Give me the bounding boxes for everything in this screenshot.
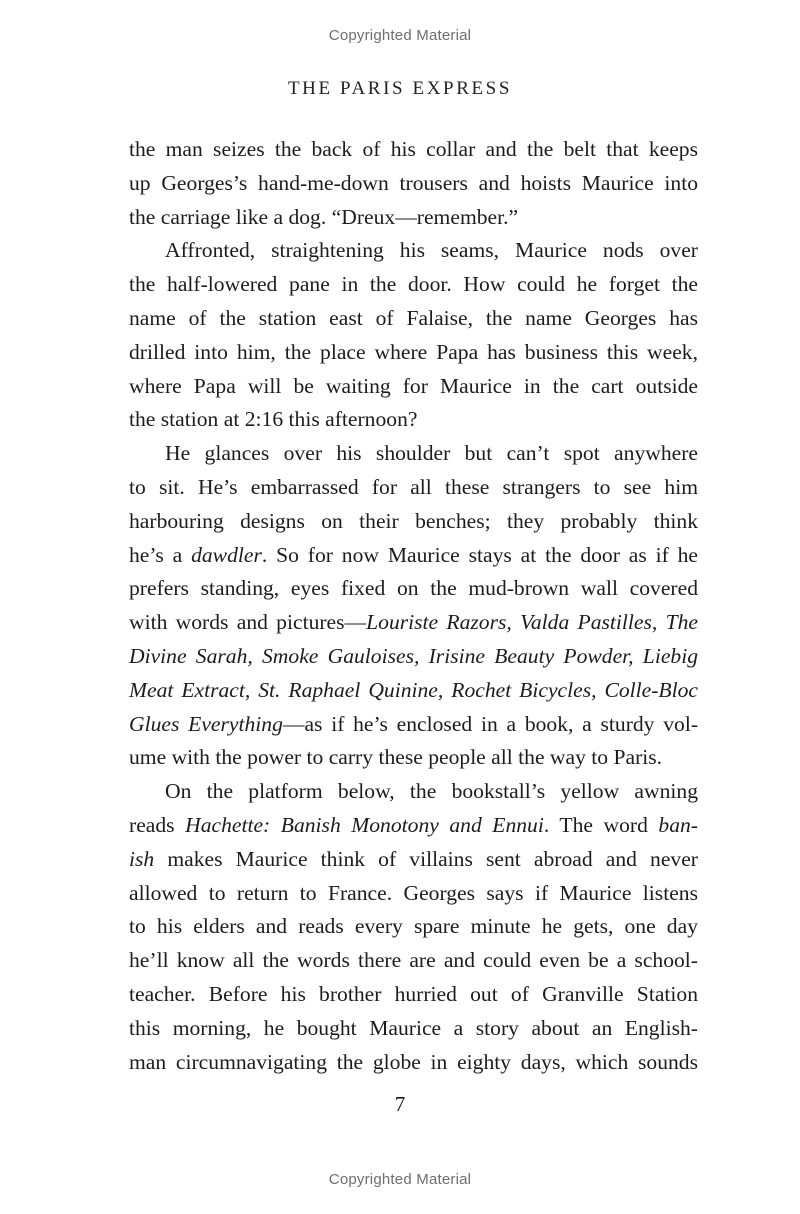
page-number: 7 xyxy=(394,1092,406,1116)
italic-text: dawdler xyxy=(191,542,262,567)
text-line xyxy=(129,775,698,809)
text-line xyxy=(129,944,698,978)
text-line xyxy=(129,674,698,708)
italic-text: Meat Extract, St. Raphael Quinine, Rochet Bicycles, Colle-Bloc xyxy=(129,677,698,702)
text-line xyxy=(129,843,698,877)
text-segment: where Papa will be waiting for Maurice in the cart outside xyxy=(129,373,698,398)
text-segment: this morning, he bought Maurice a story about an English- xyxy=(129,1015,698,1040)
text-segment: —as if he’s enclosed in a book, a sturdy vol- xyxy=(282,711,699,736)
italic-text: Glues Everything xyxy=(129,711,283,736)
text-segment: with words and pictures— xyxy=(129,610,367,635)
text-segment: the carriage like a dog. “Dreux—remember.” xyxy=(129,204,519,229)
text-segment: man circumnavigating the globe in eighty days, which sounds xyxy=(129,1049,698,1074)
text-line xyxy=(129,437,698,471)
text-line xyxy=(129,370,698,404)
text-line xyxy=(129,167,698,201)
text-segment: makes Maurice think of villains sent abroad and never xyxy=(154,846,698,871)
text-segment: reads xyxy=(129,812,186,837)
text-line xyxy=(129,1046,698,1080)
body-text xyxy=(129,133,698,1079)
text-segment: the half-lowered pane in the door. How could he forget the xyxy=(129,272,698,297)
text-segment: to his elders and reads every spare minute he gets, one day xyxy=(129,914,698,939)
text-segment: up Georges’s hand-me-down trousers and hoists Maurice into xyxy=(129,170,698,195)
text-line xyxy=(129,133,698,167)
text-segment: allowed to return to France. Georges says if Maurice listens xyxy=(129,880,698,905)
copyright-watermark-top: Copyrighted Material xyxy=(328,27,472,44)
text-segment: to sit. He’s embarrassed for all these strangers to see him xyxy=(129,474,698,499)
running-head: THE PARIS EXPRESS xyxy=(287,78,513,99)
text-segment: name of the station east of Falaise, the name Georges has xyxy=(129,305,698,330)
text-segment: drilled into him, the place where Papa has business this week, xyxy=(129,339,698,364)
italic-text: ban- xyxy=(658,812,698,837)
italic-text: Louriste Razors, Valda Pastilles, The xyxy=(366,610,698,635)
italic-text: Hachette: Banish Monotony and Ennui xyxy=(185,812,544,837)
text-segment: he’ll know all the words there are and could even be a school- xyxy=(129,948,698,973)
text-line xyxy=(129,809,698,843)
text-line xyxy=(129,539,698,573)
italic-text: Divine Sarah, Smoke Gauloises, Irisine Beauty Powder, Liebig xyxy=(129,643,698,668)
text-line xyxy=(129,505,698,539)
text-segment: the man seizes the back of his collar and the belt that keeps xyxy=(129,137,698,161)
text-line xyxy=(129,978,698,1012)
text-segment: On the platform below, the bookstall’s yellow awning xyxy=(165,779,698,804)
text-line xyxy=(129,336,698,370)
text-line xyxy=(129,403,698,437)
text-segment: Affronted, straightening his seams, Maurice nods over xyxy=(165,238,698,263)
text-line xyxy=(129,302,698,336)
italic-text: ish xyxy=(129,846,155,871)
text-line xyxy=(129,572,698,606)
text-line xyxy=(129,1012,698,1046)
text-line xyxy=(129,741,698,775)
text-segment: . The word xyxy=(543,812,659,837)
text-segment: . So for now Maurice stays at the door as if he xyxy=(261,542,699,567)
text-segment: the station at 2:16 this afternoon? xyxy=(129,407,418,432)
text-line xyxy=(129,234,698,268)
text-segment: he’s a xyxy=(129,542,192,567)
text-line xyxy=(129,910,698,944)
text-line xyxy=(129,708,698,742)
text-line xyxy=(129,606,698,640)
text-line xyxy=(129,877,698,911)
text-segment: teacher. Before his brother hurried out of Granville Station xyxy=(129,981,698,1006)
text-line xyxy=(129,268,698,302)
text-segment: harbouring designs on their benches; they probably think xyxy=(129,508,698,533)
text-line xyxy=(129,640,698,674)
copyright-watermark-bottom: Copyrighted Material xyxy=(328,1171,472,1188)
text-line xyxy=(129,201,698,235)
text-segment: He glances over his shoulder but can’t spot anywhere xyxy=(165,441,698,466)
text-segment: prefers standing, eyes fixed on the mud-brown wall covered xyxy=(129,576,698,601)
text-line xyxy=(129,471,698,505)
text-segment: ume with the power to carry these people all the way to Paris. xyxy=(129,745,663,770)
